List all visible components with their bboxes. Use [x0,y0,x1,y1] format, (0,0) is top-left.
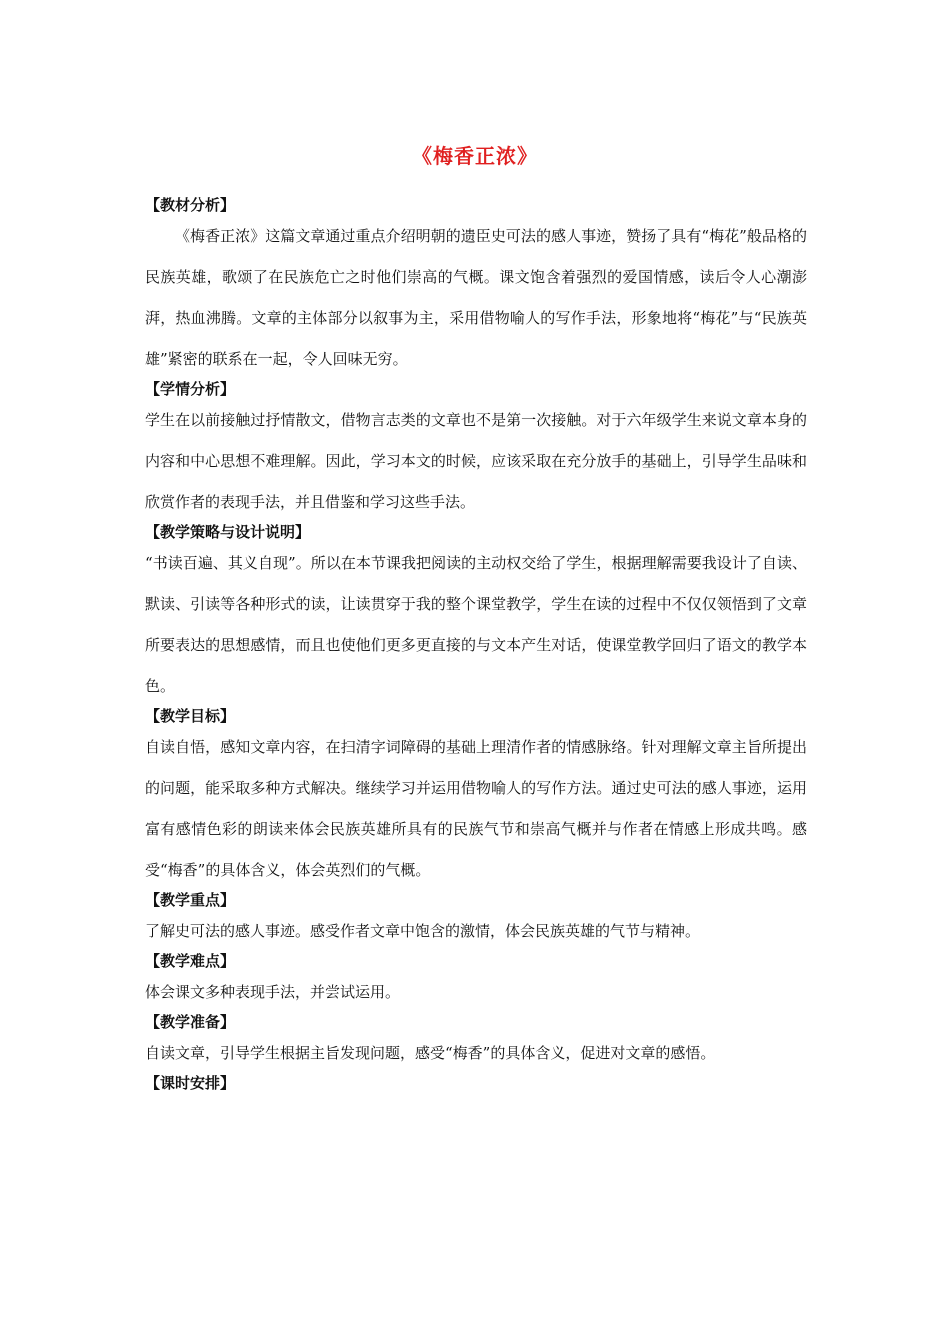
section-heading-difficulties: 【教学难点】 [145,952,236,970]
section-heading-student-analysis: 【学情分析】 [145,380,236,398]
section-heading-teaching-goals: 【教学目标】 [145,707,236,725]
section-text-key-points: 了解史可法的感人事迹。感受作者文章中饱含的激情，体会民族英雄的气节与精神。 [145,922,701,940]
section-text-preparation: 自读文章，引导学生根据主旨发现问题，感受“梅香”的具体含义，促进对文章的感悟。 [145,1044,716,1062]
section-text-teaching-goals: 自读自悟，感知文章内容，在扫清字词障碍的基础上理清作者的情感脉络。针对理解文章主旨所提出的问题，能采取多种方式解决。继续学习并运用借物喻人的写作方法。通过史可法的感人事迹，运用富有感情色彩的朗读来体会民族英雄所具有的民族气节和崇高气概并与作者在情感上形成共鸣。感受“梅香”的具体含义，体会英烈们的气概。 [145,738,807,879]
section-heading-key-points: 【教学重点】 [145,891,236,909]
section-text-difficulties: 体会课文多种表现手法，并尝试运用。 [145,983,401,1001]
section-text-student-analysis: 学生在以前接触过抒情散文，借物言志类的文章也不是第一次接触。对于六年级学生来说文章本身的内容和中心思想不难理解。因此，学习本文的时候，应该采取在充分放手的基础上，引导学生品味和欣赏作者的表现手法，并且借鉴和学习这些手法。 [145,411,807,511]
section-heading-teaching-strategy: 【教学策略与设计说明】 [145,523,311,541]
document-body [145,188,807,1100]
section-heading-schedule: 【课时安排】 [145,1074,236,1092]
section-text-teaching-strategy: “书读百遍、其义自现”。所以在本节课我把阅读的主动权交给了学生，根据理解需要我设计了自读、默读、引读等各种形式的读，让读贯穿于我的整个课堂教学，学生在读的过程中不仅仅领悟到了文章所要表达的思想感情，而且也使他们更多更直接的与文本产生对话，使课堂教学回归了语文的教学本色。 [145,554,807,695]
section-heading-material-analysis: 【教材分析】 [145,196,236,214]
document-title: 《梅香正浓》 [412,144,538,168]
section-heading-preparation: 【教学准备】 [145,1013,236,1031]
section-text-material-analysis: 《梅香正浓》这篇文章通过重点介绍明朝的遗臣史可法的感人事迹，赞扬了具有“梅花”般品格的民族英雄，歌颂了在民族危亡之时他们崇高的气概。课文饱含着强烈的爱国情感，读后令人心潮澎湃，热血沸腾。文章的主体部分以叙事为主，采用借物喻人的写作手法，形象地将“梅花”与“民族英雄”紧密的联系在一起，令人回味无穷。 [145,227,807,368]
